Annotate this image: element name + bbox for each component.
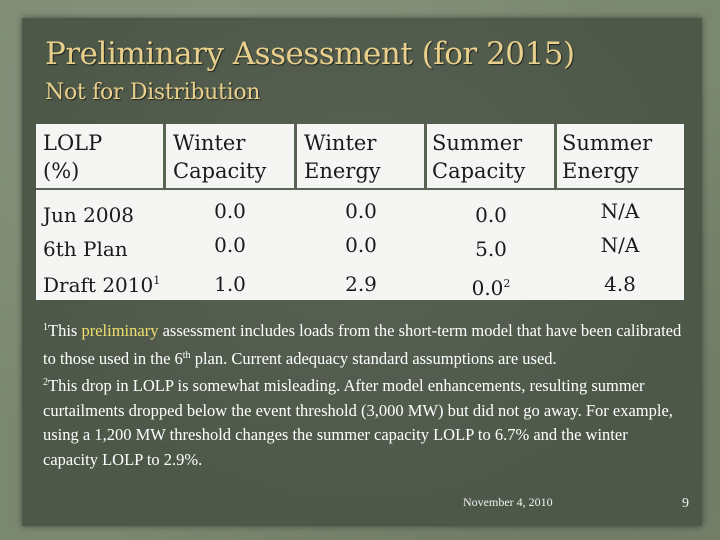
cell-winter-capacity: 0.0 bbox=[214, 199, 246, 223]
footnote-2: $^2$This drop in LOLP is somewhat misleading. After model enhancements, resulting summer curtailments dropped below the event threshold (3,000 MW) but did not go away. For example, using a 1,200 MW threshold changes the summer capacity LOLP to 6.7% and the winter capacity LOLP to 2.9%. bbox=[43, 376, 673, 469]
header-separator bbox=[294, 124, 297, 188]
cell-winter-energy: 0.0 bbox=[345, 199, 377, 223]
header-summer-capacity: Summer Capacity bbox=[432, 131, 526, 183]
header-summer-energy: Summer Energy bbox=[562, 131, 653, 183]
row-label: Draft 2010$^1$ bbox=[43, 273, 161, 297]
cell-winter-energy: 0.0 bbox=[345, 233, 377, 257]
footnotes bbox=[43, 316, 683, 472]
header-winter-energy: Winter Energy bbox=[304, 131, 381, 183]
cell-summer-capacity: 0.0 bbox=[475, 203, 507, 227]
header-separator bbox=[554, 124, 557, 188]
header-separator bbox=[163, 124, 166, 188]
footnote-1: $^1$This preliminary assessment includes loads from the short-term model that have been calibrated to those used in the 6th plan. Current adequacy standard assumptions are used. bbox=[43, 321, 682, 368]
highlight-preliminary: preliminary bbox=[81, 321, 159, 340]
cell-winter-energy: 2.9 bbox=[345, 272, 377, 296]
cell-winter-capacity: 0.0 bbox=[214, 233, 246, 257]
cell-summer-energy: N/A bbox=[600, 233, 640, 257]
cell-summer-energy: 4.8 bbox=[604, 272, 636, 296]
cell-summer-energy: N/A bbox=[600, 199, 640, 223]
cell-winter-capacity: 1.0 bbox=[214, 272, 246, 296]
cell-summer-capacity: 5.0 bbox=[475, 237, 507, 261]
page-number: 9 bbox=[682, 496, 689, 511]
footer-date: November 4, 2010 bbox=[463, 495, 553, 509]
header-winter-capacity: Winter Capacity bbox=[173, 131, 267, 183]
row-label: Jun 2008 bbox=[43, 203, 135, 227]
header-divider bbox=[36, 188, 684, 190]
cell-summer-capacity: $0.0^2$ bbox=[471, 276, 511, 300]
slide-subtitle: Not for Distribution bbox=[45, 80, 261, 105]
row-label: 6th Plan bbox=[43, 237, 128, 261]
slide-title: Preliminary Assessment (for 2015) bbox=[45, 36, 575, 72]
header-lolp: LOLP (%) bbox=[43, 131, 103, 183]
lolp-table bbox=[36, 124, 684, 300]
header-separator bbox=[424, 124, 427, 188]
